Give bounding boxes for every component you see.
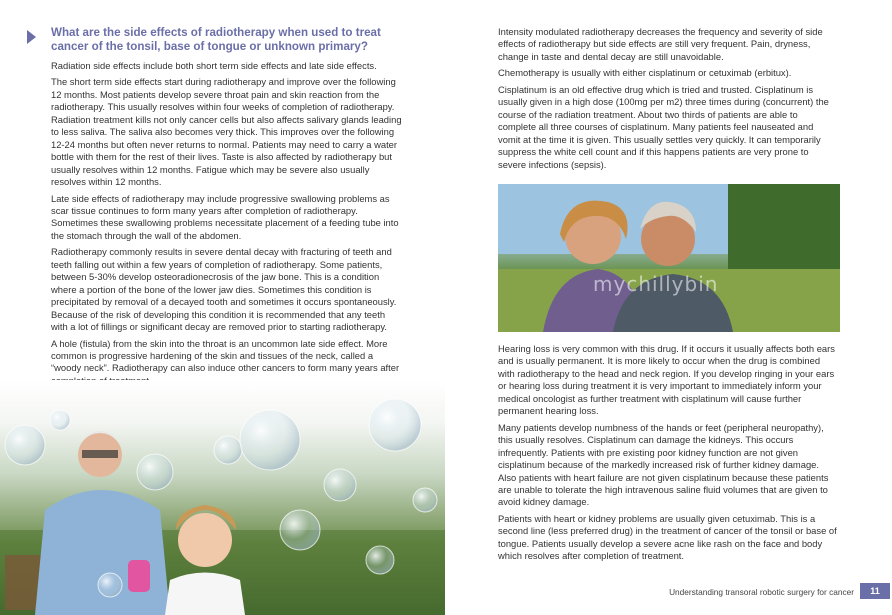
paragraph: Hearing loss is very common with this drug. If it occurs it usually affects both ears and is usually permanent. It is more likely to occur when the drug is combined with radiotherapy to the head and neck region. If you develop ringing in your ears or hearing loss during treatment it is very important to immediately inform your medical oncologist as further treatment with cisplatinum will cause further permanent hearing loss. [498,343,835,417]
paragraph: Late side effects of radiotherapy may include progressive swallowing problems as scar tissue continues to form many years after completion of radiotherapy. Sometimes these swallowing problems necessitate placement of a feeding tube into the stomach through the wall of the abdomen. [51,192,399,241]
photo-watermark: mychillybin [593,272,719,296]
couple-photo-illustration [498,184,840,332]
page-number: 11 [860,583,890,599]
paragraph: Many patients develop numbness of the hands or feet (peripheral neuropathy), this usually resolves. Cisplatinum can damage the kidneys. This occurs infrequently. Patients with pre existing poor kidney function are not given cisplatinum because of the markedly increased risk of further kidney damage. Also patients with heart failure are not given cisplatinum because these patients are unable to tolerate the high intravenous saline fluid volumes that are given to avoid kidney damage. [498,421,829,508]
couple-photo [498,184,840,332]
paragraph: Radiotherapy commonly results in severe dental decay with fracturing of teeth and teeth falling out within a few years of completion of radiotherapy. Some patients, between 5-30% develop osteoradionecrosis of the jaw bone. This is a condition where a portion of the bone of the lower jaw dies. Sometimes this condition is precipitated by removal of a decayed tooth and sometimes it occurs spontaneously. Because of the risk of developing this condition it is recommended that any teeth with a lot of fillings or significant decay are removed prior to starting radiotherapy. [51,246,397,333]
paragraph: Patients with heart or kidney problems are usually given cetuximab. This is a second line (less preferred drug) in the treatment of cancer of the tonsil or base of tongue. Patients usually develop a severe acne like rash on the face and body which resolves after completion of treatment. [498,512,837,562]
paragraph: Chemotherapy is usually with either cisplatinum or cetuximab (erbitux). [498,67,792,79]
footer-title: Understanding transoral robotic surgery for cancer [669,587,854,597]
paragraph: Radiation side effects include both short term side effects and late side effects. [51,60,377,71]
right-column-top [498,26,838,175]
paragraph: Cisplatinum is an old effective drug which is tried and trusted. Cisplatinum is usually given in a high dose (100mg per m2) three times during (concurrent) the course of the radiation treatment. About two thirds of patients are able to complete all three courses of cisplatinum. Many patients feel nauseated and vomit at the time it is given. This usually settles very quickly. It can temporarily suppress the white cell count and if this happens patients are very prone to severe infections (sepsis). [498,83,829,170]
right-column-bottom [498,343,838,567]
family-photo-illustration [0,380,445,615]
left-column [51,60,403,391]
grandfather-child-bubbles-photo [0,380,445,615]
section-heading: What are the side effects of radiotherapy when used to treat cancer of the tonsil, base of tongue or unknown primary? [51,26,381,53]
paragraph: A hole (fistula) from the skin into the throat is an uncommon late side effect. More common is progressive hardening of the skin and tissues of the neck, called a “woody neck”. Radiotherapy can also induce other cancers to form many years after [51,337,400,374]
paragraph: Intensity modulated radiotherapy decreases the frequency and severity of side effects of radiotherapy but side effects are still very frequent. Pain, dryness, change in taste and dental decay are still unavoidable. [498,26,823,62]
heading-arrow-icon [27,30,36,44]
paragraph: The short term side effects start during radiotherapy and improve over the following 12 months. Most patients develop severe throat pain and skin reaction from the radiotherapy. This usually resolves within four weeks of completion of radiotherapy. Radiation treatment kills not only cancer cells but also affects salivary glands leading to less saliva. The saliva also becomes very thick. This improves over the following 12-24 months but often never returns to normal. Patients may need to carry a water bottle with them for the rest of their lives. Taste is also affected by radiotherapy but usually resolves within 12 months. Fatigue which may be severe also usually resolves within 12 months. [51,76,402,188]
